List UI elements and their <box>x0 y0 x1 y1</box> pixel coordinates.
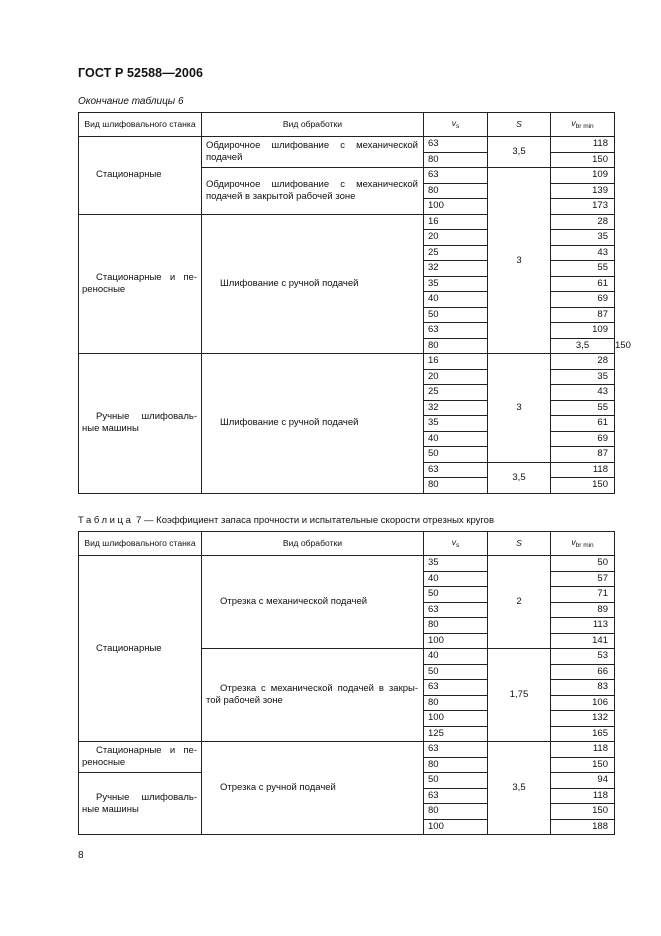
vs-cell: 100 <box>424 199 488 215</box>
table-row <box>79 742 615 758</box>
processing-cell: Отрезка с механической подачей в закры- той рабочей зоне <box>202 649 424 742</box>
vbr-cell: 188 <box>551 819 615 835</box>
vbr-cell: 118 <box>551 462 615 478</box>
page-number: 8 <box>78 850 84 861</box>
vs-cell: 20 <box>424 369 488 385</box>
vs-cell: 32 <box>424 400 488 416</box>
vbr-cell: 61 <box>551 416 615 432</box>
vs-cell: 20 <box>424 230 488 246</box>
s-cell: 3 <box>488 354 551 463</box>
s-cell: 1,75 <box>488 649 551 742</box>
vbr-cell: 83 <box>551 680 615 696</box>
vs-cell: 40 <box>424 292 488 308</box>
s-cell: 3,5 <box>488 742 551 835</box>
machine-cell: Стационарные <box>79 556 202 742</box>
vs-cell: 32 <box>424 261 488 277</box>
vbr-cell: 118 <box>551 742 615 758</box>
processing-cell: Обдирочное шлифование с механической подачей в закрытой рабочей зоне <box>202 168 424 215</box>
vs-cell: 63 <box>424 742 488 758</box>
header-processing: Вид обработки <box>202 113 424 137</box>
vs-cell: 40 <box>424 649 488 665</box>
vs-cell: 50 <box>424 773 488 789</box>
machine-cell: Ручные шлифоваль- ные машины <box>79 773 202 835</box>
vbr-cell: 109 <box>551 323 615 339</box>
vs-cell: 63 <box>424 137 488 153</box>
vbr-cell: 61 <box>551 276 615 292</box>
vs-cell: 63 <box>424 602 488 618</box>
vs-cell: 125 <box>424 726 488 742</box>
vs-cell: 50 <box>424 587 488 603</box>
s-cell: 3,5 <box>488 462 551 493</box>
vs-cell: 100 <box>424 819 488 835</box>
table-row: 80 3,5 150 <box>79 338 615 354</box>
vs-cell: 80 <box>424 152 488 168</box>
vbr-cell: 28 <box>551 214 615 230</box>
processing-cell: Отрезка с ручной подачей <box>202 742 424 835</box>
vbr-cell: 71 <box>551 587 615 603</box>
vs-cell: 80 <box>424 183 488 199</box>
vbr-cell: 106 <box>551 695 615 711</box>
vbr-cell: 150 <box>551 152 615 168</box>
header-s: S <box>488 113 551 137</box>
vs-cell: 40 <box>424 571 488 587</box>
vbr-cell: 66 <box>551 664 615 680</box>
vbr-cell: 109 <box>551 168 615 184</box>
vs-cell: 25 <box>424 385 488 401</box>
vbr-cell: 28 <box>551 354 615 370</box>
vbr-cell: 165 <box>551 726 615 742</box>
vs-cell: 35 <box>424 276 488 292</box>
processing-cell: Обдирочное шлифование с механической подачей <box>202 137 424 168</box>
vs-cell: 80 <box>424 757 488 773</box>
vs-cell: 16 <box>424 354 488 370</box>
machine-cell: Стационарные и пе- реносные <box>79 214 202 354</box>
vbr-cell: 87 <box>551 307 615 323</box>
processing-cell: Шлифование с ручной подачей <box>202 354 424 494</box>
vbr-cell: 53 <box>551 649 615 665</box>
vs-cell: 80 <box>424 695 488 711</box>
vs-cell: 50 <box>424 664 488 680</box>
table-row <box>79 354 615 370</box>
processing-cell: Отрезка с механической подачей <box>202 556 424 649</box>
vbr-cell: 55 <box>551 400 615 416</box>
vs-cell: 80 <box>424 338 488 354</box>
vbr-cell: 69 <box>551 431 615 447</box>
machine-cell: Стационарные и пе- реносные <box>79 742 202 773</box>
vs-cell: 80 <box>424 804 488 820</box>
processing-cell: Шлифование с ручной подачей <box>202 214 424 354</box>
table-6 <box>78 112 631 494</box>
vbr-cell: 94 <box>551 773 615 789</box>
vbr-cell: 132 <box>551 711 615 727</box>
vs-cell: 25 <box>424 245 488 261</box>
vs-cell: 16 <box>424 214 488 230</box>
vbr-cell: 150 <box>551 478 615 494</box>
vbr-cell: 57 <box>551 571 615 587</box>
vbr-cell: 173 <box>551 199 615 215</box>
vs-cell: 63 <box>424 680 488 696</box>
vs-cell: 35 <box>424 416 488 432</box>
machine-cell: Стационарные <box>79 137 202 215</box>
document-title: ГОСТ Р 52588—2006 <box>78 66 204 80</box>
header-machine: Вид шлифовального станка <box>79 532 202 556</box>
vbr-cell: 35 <box>551 369 615 385</box>
vbr-cell: 141 <box>551 633 615 649</box>
vbr-cell: 113 <box>551 618 615 634</box>
header-machine: Вид шлифовального станка <box>79 113 202 137</box>
vbr-cell: 43 <box>551 245 615 261</box>
vbr-cell: 87 <box>551 447 615 463</box>
vbr-cell: 150 <box>551 757 615 773</box>
s-cell: 3,5 <box>488 137 551 168</box>
vs-cell: 63 <box>424 168 488 184</box>
machine-cell: Ручные шлифоваль- ные машины <box>79 354 202 494</box>
vs-cell: 100 <box>424 633 488 649</box>
vs-cell: 80 <box>424 618 488 634</box>
vbr-cell: 150 <box>551 804 615 820</box>
vs-cell: 63 <box>424 462 488 478</box>
vs-cell: 63 <box>424 323 488 339</box>
vbr-cell: 35 <box>551 230 615 246</box>
vbr-cell: 50 <box>551 556 615 572</box>
vbr-cell: 69 <box>551 292 615 308</box>
header-vbr: $v_{br min}$ <box>551 532 615 556</box>
s-cell: 2 <box>488 556 551 649</box>
table-7 <box>78 531 615 835</box>
vs-cell: 35 <box>424 556 488 572</box>
vs-cell: 63 <box>424 788 488 804</box>
header-vs: $v_s$ <box>424 113 488 137</box>
vs-cell: 50 <box>424 307 488 323</box>
table-header-row <box>79 532 615 556</box>
vbr-cell: 139 <box>551 183 615 199</box>
s-cell: 3,5 <box>551 338 615 354</box>
table7-caption: Таблица 7 — Коэффициент запаса прочности и испытательные скорости отрезных кругов <box>78 515 494 526</box>
vbr-cell: 55 <box>551 261 615 277</box>
table-row <box>79 137 615 153</box>
vbr-cell: 118 <box>551 137 615 153</box>
s-cell: 3 <box>488 168 551 354</box>
table-row <box>79 556 615 572</box>
vbr-cell: 118 <box>551 788 615 804</box>
table6-caption: Окончание таблицы 6 <box>78 96 184 107</box>
header-vs: $v_s$ <box>424 532 488 556</box>
header-vbr: $v_{br min}$ <box>551 113 615 137</box>
vs-cell: 40 <box>424 431 488 447</box>
table-header-row <box>79 113 615 137</box>
vs-cell: 80 <box>424 478 488 494</box>
vbr-cell: 43 <box>551 385 615 401</box>
vs-cell: 100 <box>424 711 488 727</box>
header-processing: Вид обработки <box>202 532 424 556</box>
header-s: S <box>488 532 551 556</box>
vs-cell: 50 <box>424 447 488 463</box>
vbr-cell: 89 <box>551 602 615 618</box>
